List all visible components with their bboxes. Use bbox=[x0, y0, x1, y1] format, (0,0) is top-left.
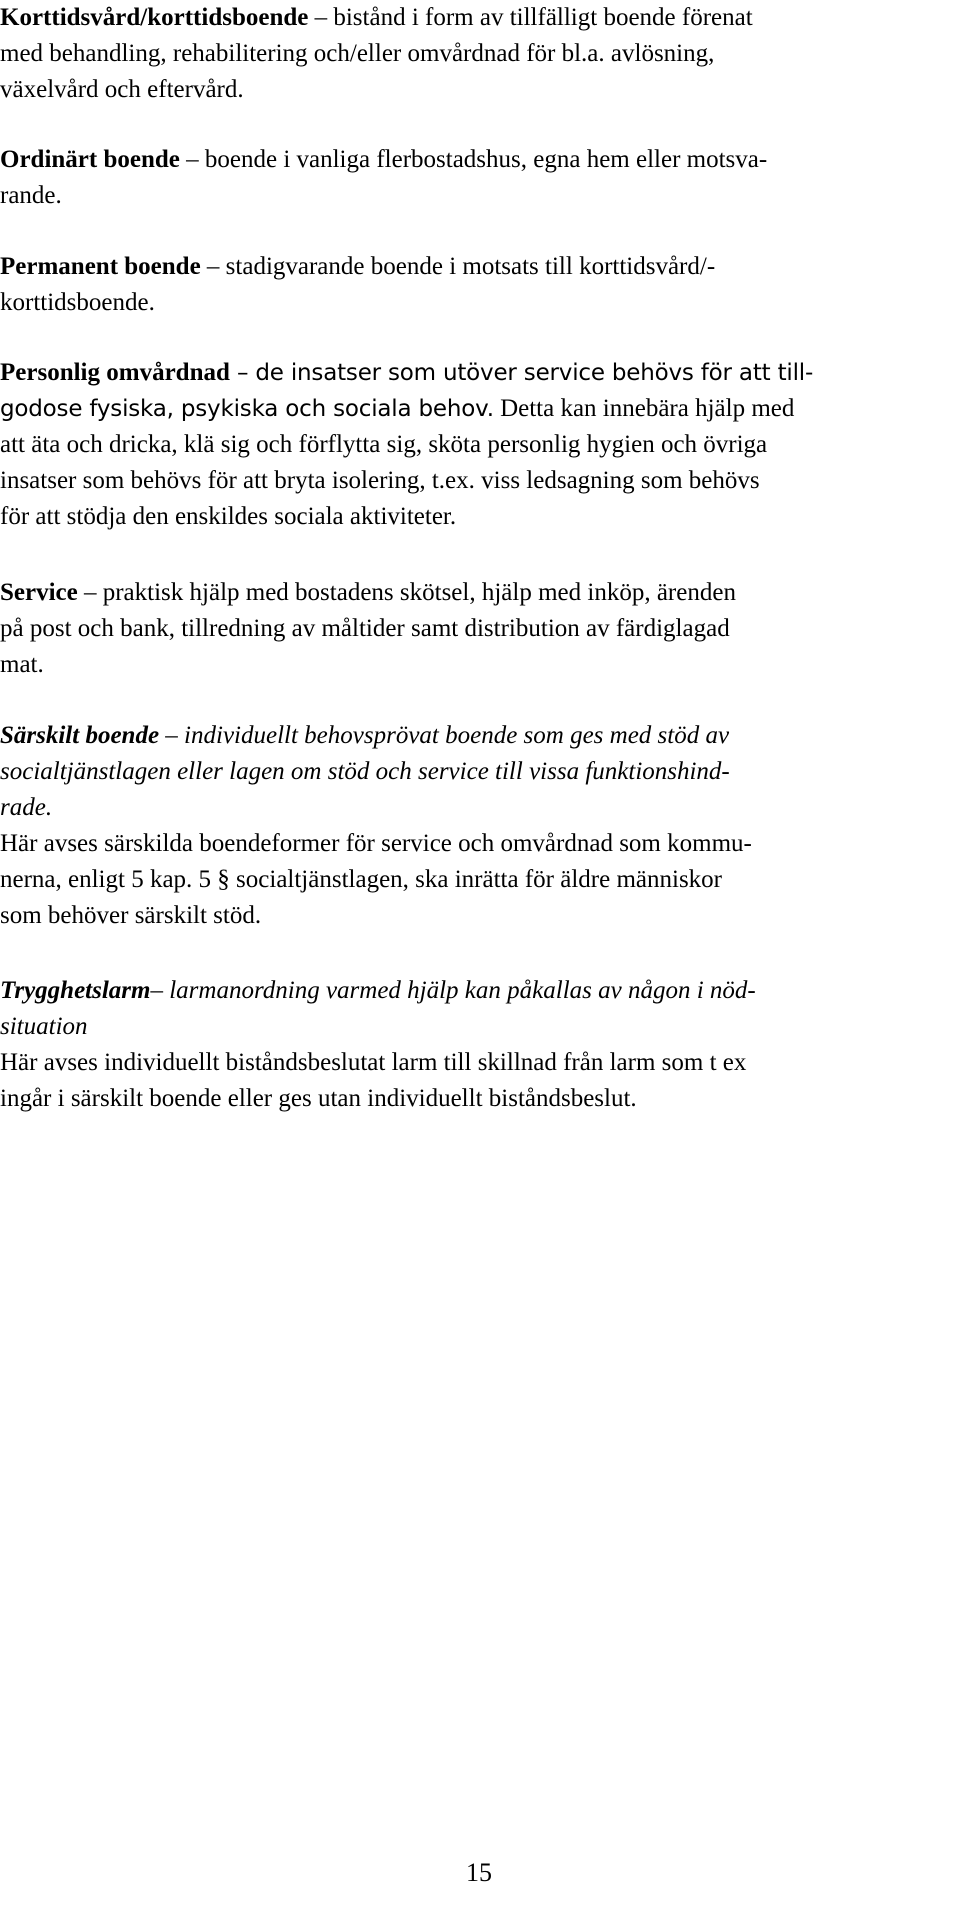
entry-line bbox=[0, 0, 945, 36]
entry-line bbox=[0, 575, 945, 611]
definition-text: rade. bbox=[0, 794, 53, 821]
entry-line bbox=[0, 973, 945, 1009]
term-permanent-boende: Permanent boende bbox=[0, 253, 201, 280]
page-number: 15 bbox=[466, 1858, 492, 1887]
entry-line bbox=[0, 391, 945, 427]
definition-text: situation bbox=[0, 1013, 88, 1040]
definition-text: Här avses individuellt biståndsbeslutat larm till skillnad från larm som t ex bbox=[0, 1049, 747, 1076]
definition-text: – individuellt behovsprövat boende som ges med stöd av bbox=[159, 722, 730, 749]
definition-text-sans: – de insatser som utöver service behövs för att till- bbox=[229, 360, 814, 386]
definition-text: växelvård och eftervård. bbox=[0, 76, 244, 103]
entry-korttidsvard bbox=[0, 0, 945, 108]
entry-line bbox=[0, 142, 945, 178]
entry-line bbox=[0, 249, 945, 285]
definition-text: som behöver särskilt stöd. bbox=[0, 902, 262, 929]
entry-permanent-boende bbox=[0, 249, 945, 321]
definition-text: socialtjänstlagen eller lagen om stöd och service till vissa funktionshind- bbox=[0, 758, 730, 785]
definition-text bbox=[230, 359, 813, 386]
definition-text: – stadigvarande boende i motsats till korttidsvård/- bbox=[200, 253, 716, 280]
definition-text: insatser som behövs för att bryta isolering, t.ex. viss ledsagning som behövs bbox=[0, 467, 760, 494]
definition-text: mat. bbox=[0, 651, 44, 678]
definition-text: – praktisk hjälp med bostadens skötsel, hjälp med inköp, ärenden bbox=[77, 579, 736, 606]
entry-service bbox=[0, 575, 945, 683]
definition-text: på post och bank, tillredning av måltider samt distribution av färdiglagad bbox=[0, 615, 730, 642]
definition-text: – bistånd i form av tillfälligt boende förenat bbox=[308, 4, 753, 31]
term-service: Service bbox=[0, 579, 78, 606]
definition-text: Detta kan innebära hjälp med bbox=[493, 395, 795, 422]
term-sarskilt-boende: Särskilt boende bbox=[0, 722, 160, 749]
definition-text: – boende i vanliga flerbostadshus, egna hem eller motsva- bbox=[179, 146, 768, 173]
definition-text: nerna, enligt 5 kap. 5 § socialtjänstlagen, ska inrätta för äldre människor bbox=[0, 866, 722, 893]
term-personlig-omvardnad: Personlig omvårdnad bbox=[0, 359, 230, 386]
definition-text: ingår i särskilt boende eller ges utan individuellt biståndsbeslut. bbox=[0, 1085, 637, 1112]
term-korttidsvard: Korttidsvård/korttidsboende bbox=[0, 4, 309, 31]
definition-text: Här avses särskilda boendeformer för service och omvårdnad som kommu- bbox=[0, 830, 752, 857]
definition-text: att äta och dricka, klä sig och förflytta sig, sköta personlig hygien och övriga bbox=[0, 431, 768, 458]
entry-line bbox=[0, 718, 945, 754]
definition-text: med behandling, rehabilitering och/eller omvårdnad för bl.a. avlösning, bbox=[0, 40, 715, 67]
term-trygghetslarm: Trygghetslarm bbox=[0, 977, 151, 1004]
definition-text: rande. bbox=[0, 182, 62, 209]
definition-text: för att stödja den enskildes sociala aktiviteter. bbox=[0, 503, 457, 530]
definition-text: korttidsboende. bbox=[0, 289, 155, 316]
entry-personlig-omvardnad bbox=[0, 355, 945, 535]
term-ordinart-boende: Ordinärt boende bbox=[0, 146, 180, 173]
entry-ordinart-boende bbox=[0, 142, 945, 214]
entry-line bbox=[0, 355, 945, 391]
definition-text: – larmanordning varmed hjälp kan påkallas av någon i nöd- bbox=[150, 977, 756, 1004]
entry-trygghetslarm bbox=[0, 973, 945, 1117]
entry-sarskilt-boende bbox=[0, 718, 945, 934]
definition-text-sans: godose fysiska, psykiska och sociala behov. bbox=[0, 396, 494, 422]
